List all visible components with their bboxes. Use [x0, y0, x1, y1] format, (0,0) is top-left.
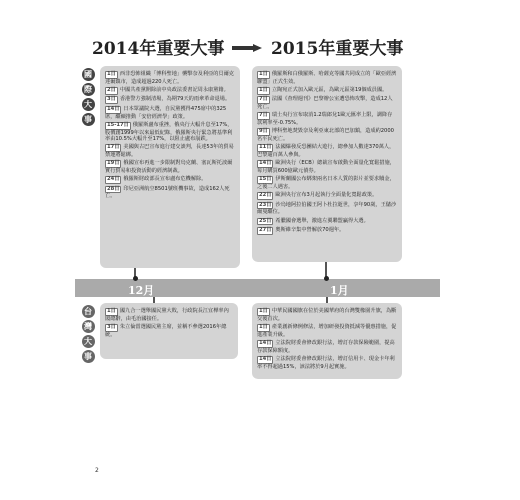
label-char: 國	[82, 68, 95, 81]
event-item	[257, 356, 397, 370]
event-date-badge: 23日	[259, 201, 272, 208]
event-list	[105, 71, 235, 202]
connector-line	[326, 297, 328, 303]
event-item	[257, 324, 397, 338]
event-item	[257, 128, 397, 142]
event-date-badge: 1日	[107, 71, 116, 77]
event-date-badge: 1日	[107, 308, 116, 314]
event-text: 產業創新條例修法，增加研發投資抵減等優惠措施，促進產業升級。	[257, 323, 397, 338]
event-date-badge: 9日	[259, 128, 268, 135]
event-item	[105, 106, 235, 120]
event-list	[257, 308, 397, 372]
event-item	[105, 96, 235, 104]
event-text: 瑞士央行宣布取消1.2瑞郎兌1歐元匯率上限，調降存款利率至-0.75%。	[257, 112, 393, 127]
event-date-badge: 17日	[107, 144, 120, 151]
event-text: 博科聖地焚毀奈及利亞東北部的巴加鎮，造成約2000名平民死亡。	[257, 128, 394, 143]
event-date-badge: 15日	[259, 176, 272, 183]
month-december: 12月	[128, 284, 155, 297]
taiwan-2015-january-box	[252, 303, 402, 379]
event-text: 沙烏地阿拉伯國王阿卜杜拉逝世，享年90歲，王儲沙爾曼繼位。	[257, 201, 397, 216]
event-item	[257, 160, 397, 174]
event-date-badge: 3日	[107, 323, 116, 330]
label-char: 際	[82, 83, 95, 96]
title-2015: 2015年重要大事	[271, 39, 404, 59]
event-date-badge: 14日	[259, 339, 272, 346]
event-item	[257, 340, 397, 354]
event-text: 俄羅斯和白俄羅斯、哈薩克等國共同成立的「歐亞經濟聯盟」正式生效。	[257, 71, 397, 85]
arrow-right-icon	[232, 44, 262, 52]
timeline-dot	[133, 276, 138, 281]
event-text: 中華民國國旗在位於美國華府的台灣雙橡園升旗，為斷交後首次。	[257, 308, 397, 322]
month-january: 1月	[330, 284, 349, 297]
event-date-badge: 14日	[107, 105, 120, 112]
event-text: 歐洲央行（ECB）總裁宣布啟動全面量化寬鬆措施，每月購買600億歐元債券。	[257, 160, 395, 175]
event-date-badge: 27日	[259, 227, 272, 234]
event-item	[105, 160, 235, 174]
event-item	[257, 144, 397, 158]
title-2014: 2014年重要大事	[92, 39, 225, 59]
label-char: 台	[82, 305, 95, 318]
event-item	[105, 324, 233, 338]
event-text: 俄羅斯財政部長宣布盧布危機解除。	[123, 176, 207, 183]
international-events-label	[80, 68, 96, 126]
event-item	[257, 176, 397, 190]
event-date-badge: 11日	[259, 144, 272, 151]
event-date-badge: 1日	[259, 86, 268, 93]
event-text: 日本眾議院大選，自民黨獲得475席中的325席，繼續推動「安倍經濟學」政策。	[105, 105, 227, 120]
event-item	[257, 308, 397, 322]
event-item	[257, 87, 397, 95]
event-text: 國九合一選舉國民黨大敗，行政院長江宜樺率內閣總辭，由毛治國接任。	[105, 308, 229, 322]
event-text: 伊斯蘭國公布綁架兩名日本人質的影片並要求贖金，之後二人遇害。	[257, 176, 395, 191]
event-text: 朱立倫當選國民黨主席，並稱不參選2016年總統。	[105, 323, 227, 338]
event-item	[257, 227, 397, 235]
label-char: 大	[82, 335, 95, 348]
event-list	[105, 308, 233, 340]
event-item	[257, 112, 397, 126]
label-char: 事	[82, 350, 95, 363]
event-text: 立法院財委會修改銀行法，增訂存款保險範圍，提高存款保障額度。	[257, 339, 395, 354]
event-item	[257, 202, 397, 216]
event-item	[105, 144, 235, 158]
event-text: 法國爆發反恐團結大遊行，總參加人數達370萬人，巴黎逾百萬人參與。	[257, 144, 395, 159]
event-text: 西非恐怖組織「博科聖地」襲擊奈及利亞的貝爾克達爾鎮市，造成超過220人死亡。	[105, 71, 234, 85]
event-date-badge: 7日	[259, 96, 268, 103]
event-item	[257, 192, 397, 200]
event-date-badge: 28日	[107, 185, 120, 192]
label-char: 大	[82, 98, 95, 111]
event-date-badge: 15-17日	[107, 121, 129, 128]
event-item	[257, 96, 397, 110]
label-char: 事	[82, 113, 95, 126]
event-item	[105, 176, 235, 184]
event-text: 立陶宛正式加入歐元區，為歐元區第19個成員國。	[271, 86, 388, 93]
event-item	[257, 218, 397, 226]
event-text: 俄羅斯盧布重挫，俄央行大幅升息至17%，股價創1999年以來最低紀錄，俄羅斯央行緊急將基準利率由10.5%大幅升至17%，以阻止盧布崩跌。	[105, 121, 233, 143]
page-header	[0, 30, 520, 64]
event-text: 香港警方強制清場，為期79天的雨傘革命退場。	[119, 96, 231, 103]
event-date-badge: 14日	[259, 355, 272, 362]
event-text: 美國與古巴宣布進行建交談判，長達53年的貿易禁運將鬆綁。	[105, 144, 234, 159]
event-date-badge: 2日	[107, 86, 116, 93]
taiwan-events-label	[80, 305, 96, 363]
event-date-badge: 1日	[259, 71, 268, 77]
timeline-dot	[324, 276, 329, 281]
event-text: 希臘國會選舉，激進左翼聯盟贏得大選。	[275, 217, 369, 224]
event-date-badge: 7日	[259, 112, 268, 119]
event-date-badge: 1日	[259, 323, 268, 330]
event-text: 中國共產黨開除前中央政法委書記周永康黨籍。	[119, 86, 229, 93]
event-date-badge: 14日	[259, 160, 272, 167]
event-date-badge: 22日	[259, 192, 272, 199]
intl-2014-december-box	[100, 66, 240, 268]
event-date-badge: 3日	[107, 96, 116, 103]
event-item	[105, 308, 233, 322]
event-date-badge: 24日	[107, 176, 120, 183]
event-text: 奧斯維辛集中營解放70週年。	[275, 227, 345, 234]
event-item	[105, 87, 235, 95]
event-list	[257, 71, 397, 236]
event-item	[105, 71, 235, 85]
taiwan-2014-december-box	[100, 303, 238, 359]
event-date-badge: 19日	[107, 160, 120, 167]
event-text: 立法院財委會修改銀行法，增訂信用卡、現金卡年利率不得超過15%，該法將於9月起實施。	[257, 355, 395, 370]
event-text: 法國《查理週刊》巴黎辦公室遭恐怖攻擊，造成12人死亡。	[257, 96, 393, 111]
event-text: 歐洲央行宣布3月起執行全面量化寬鬆政策。	[275, 192, 378, 199]
event-text: 俄國宣布再進一步限制對烏克蘭、塞瓦斯托波爾實行貿易和投資活動的經濟制裁。	[105, 160, 233, 175]
event-item	[105, 186, 235, 200]
event-item	[257, 71, 397, 85]
event-date-badge: 25日	[259, 217, 272, 224]
event-item	[105, 122, 235, 143]
intl-2015-january-box	[252, 66, 402, 262]
event-text: 印尼亞洲航空8501號班機事故，造成162人死亡。	[105, 185, 230, 200]
event-date-badge: 1日	[259, 308, 268, 314]
label-char: 灣	[82, 320, 95, 333]
page-number: 2	[95, 467, 99, 474]
